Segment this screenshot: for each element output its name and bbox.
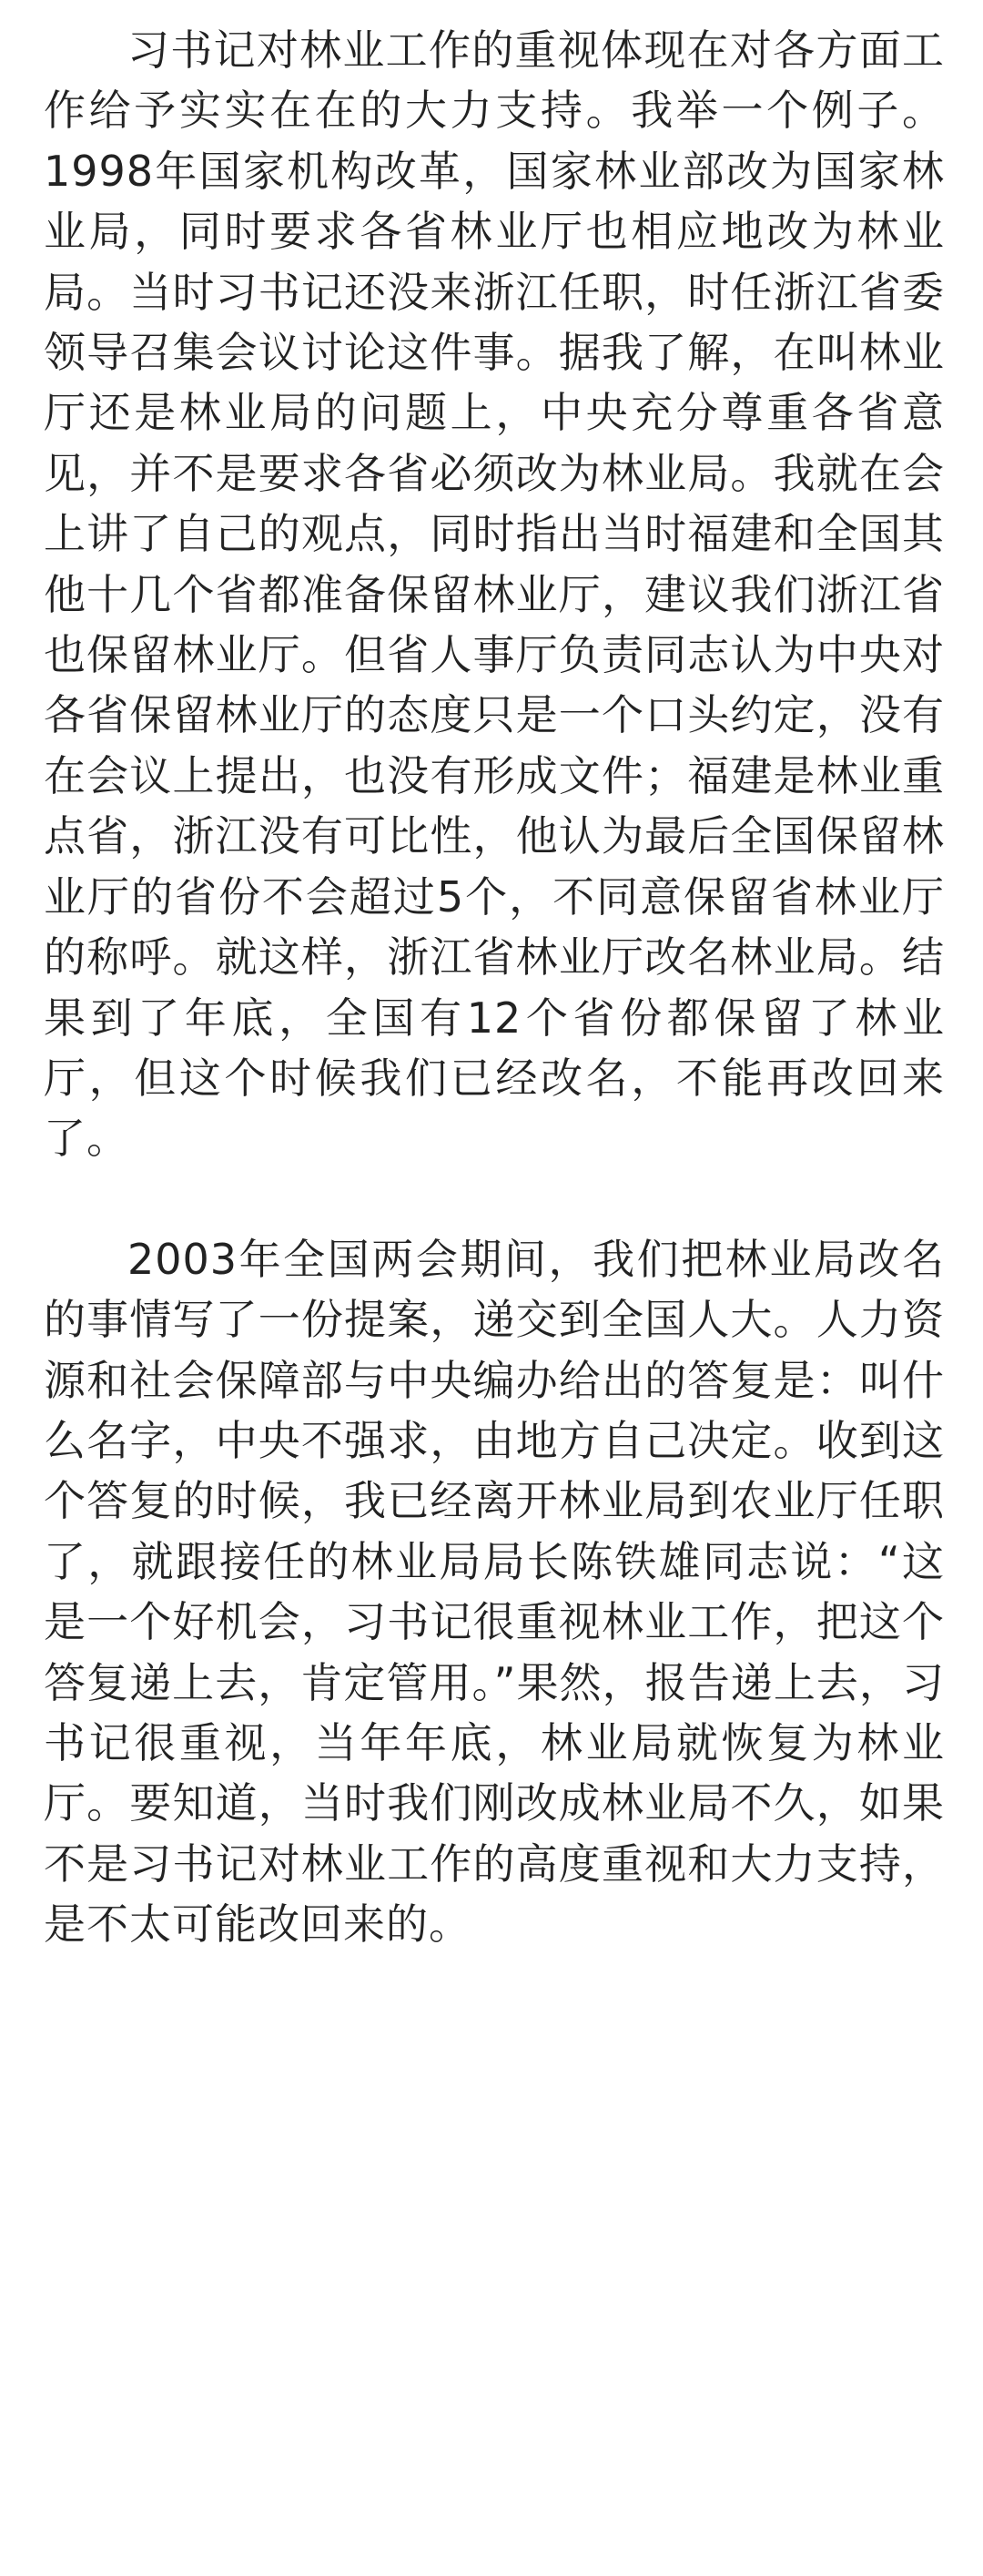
paragraph-2: 2003年全国两会期间，我们把林业局改名的事情写了一份提案，递交到全国人大。人力资源和社会保障部与中央编办给出的答复是：叫什么名字，中央不强求，由地方自己决定。收到这个答复的时候，我已经离开林业局到农业厅任职了，就跟接任的林业局局长陈铁雄同志说：“这是一个好机会，习书记很重视林业工作，把这个答复递上去，肯定管用。”果然，报告递上去，习书记很重视，当年年底，林业局就恢复为林业厅。要知道，当时我们刚改成林业局不久，如果不是习书记对林业工作的高度重视和大力支持，是不太可能改回来的。 xyxy=(44,1234,945,1950)
article-body xyxy=(44,20,945,1955)
paragraph-1: 习书记对林业工作的重视体现在对各方面工作给予实实在在的大力支持。我举一个例子。1998年国家机构改革，国家林业部改为国家林业局，同时要求各省林业厅也相应地改为林业局。当时习书记还没来浙江任职，时任浙江省委领导召集会议讨论这件事。据我了解，在叫林业厅还是林业局的问题上，中央充分尊重各省意见，并不是要求各省必须改为林业局。我就在会上讲了自己的观点，同时指出当时福建和全国其他十几个省都准备保留林业厅，建议我们浙江省也保留林业厅。但省人事厅负责同志认为中央对各省保留林业厅的态度只是一个口头约定，没有在会议上提出，也没有形成文件；福建是林业重点省，浙江没有可比性，他认为最后全国保留林业厅的省份不会超过5个，不同意保留省林业厅的称呼。就这样，浙江省林业厅改名林业局。结果到了年底，全国有12个省份都保留了林业厅，但这个时候我们已经改名，不能再改回来了。 xyxy=(44,25,945,1164)
